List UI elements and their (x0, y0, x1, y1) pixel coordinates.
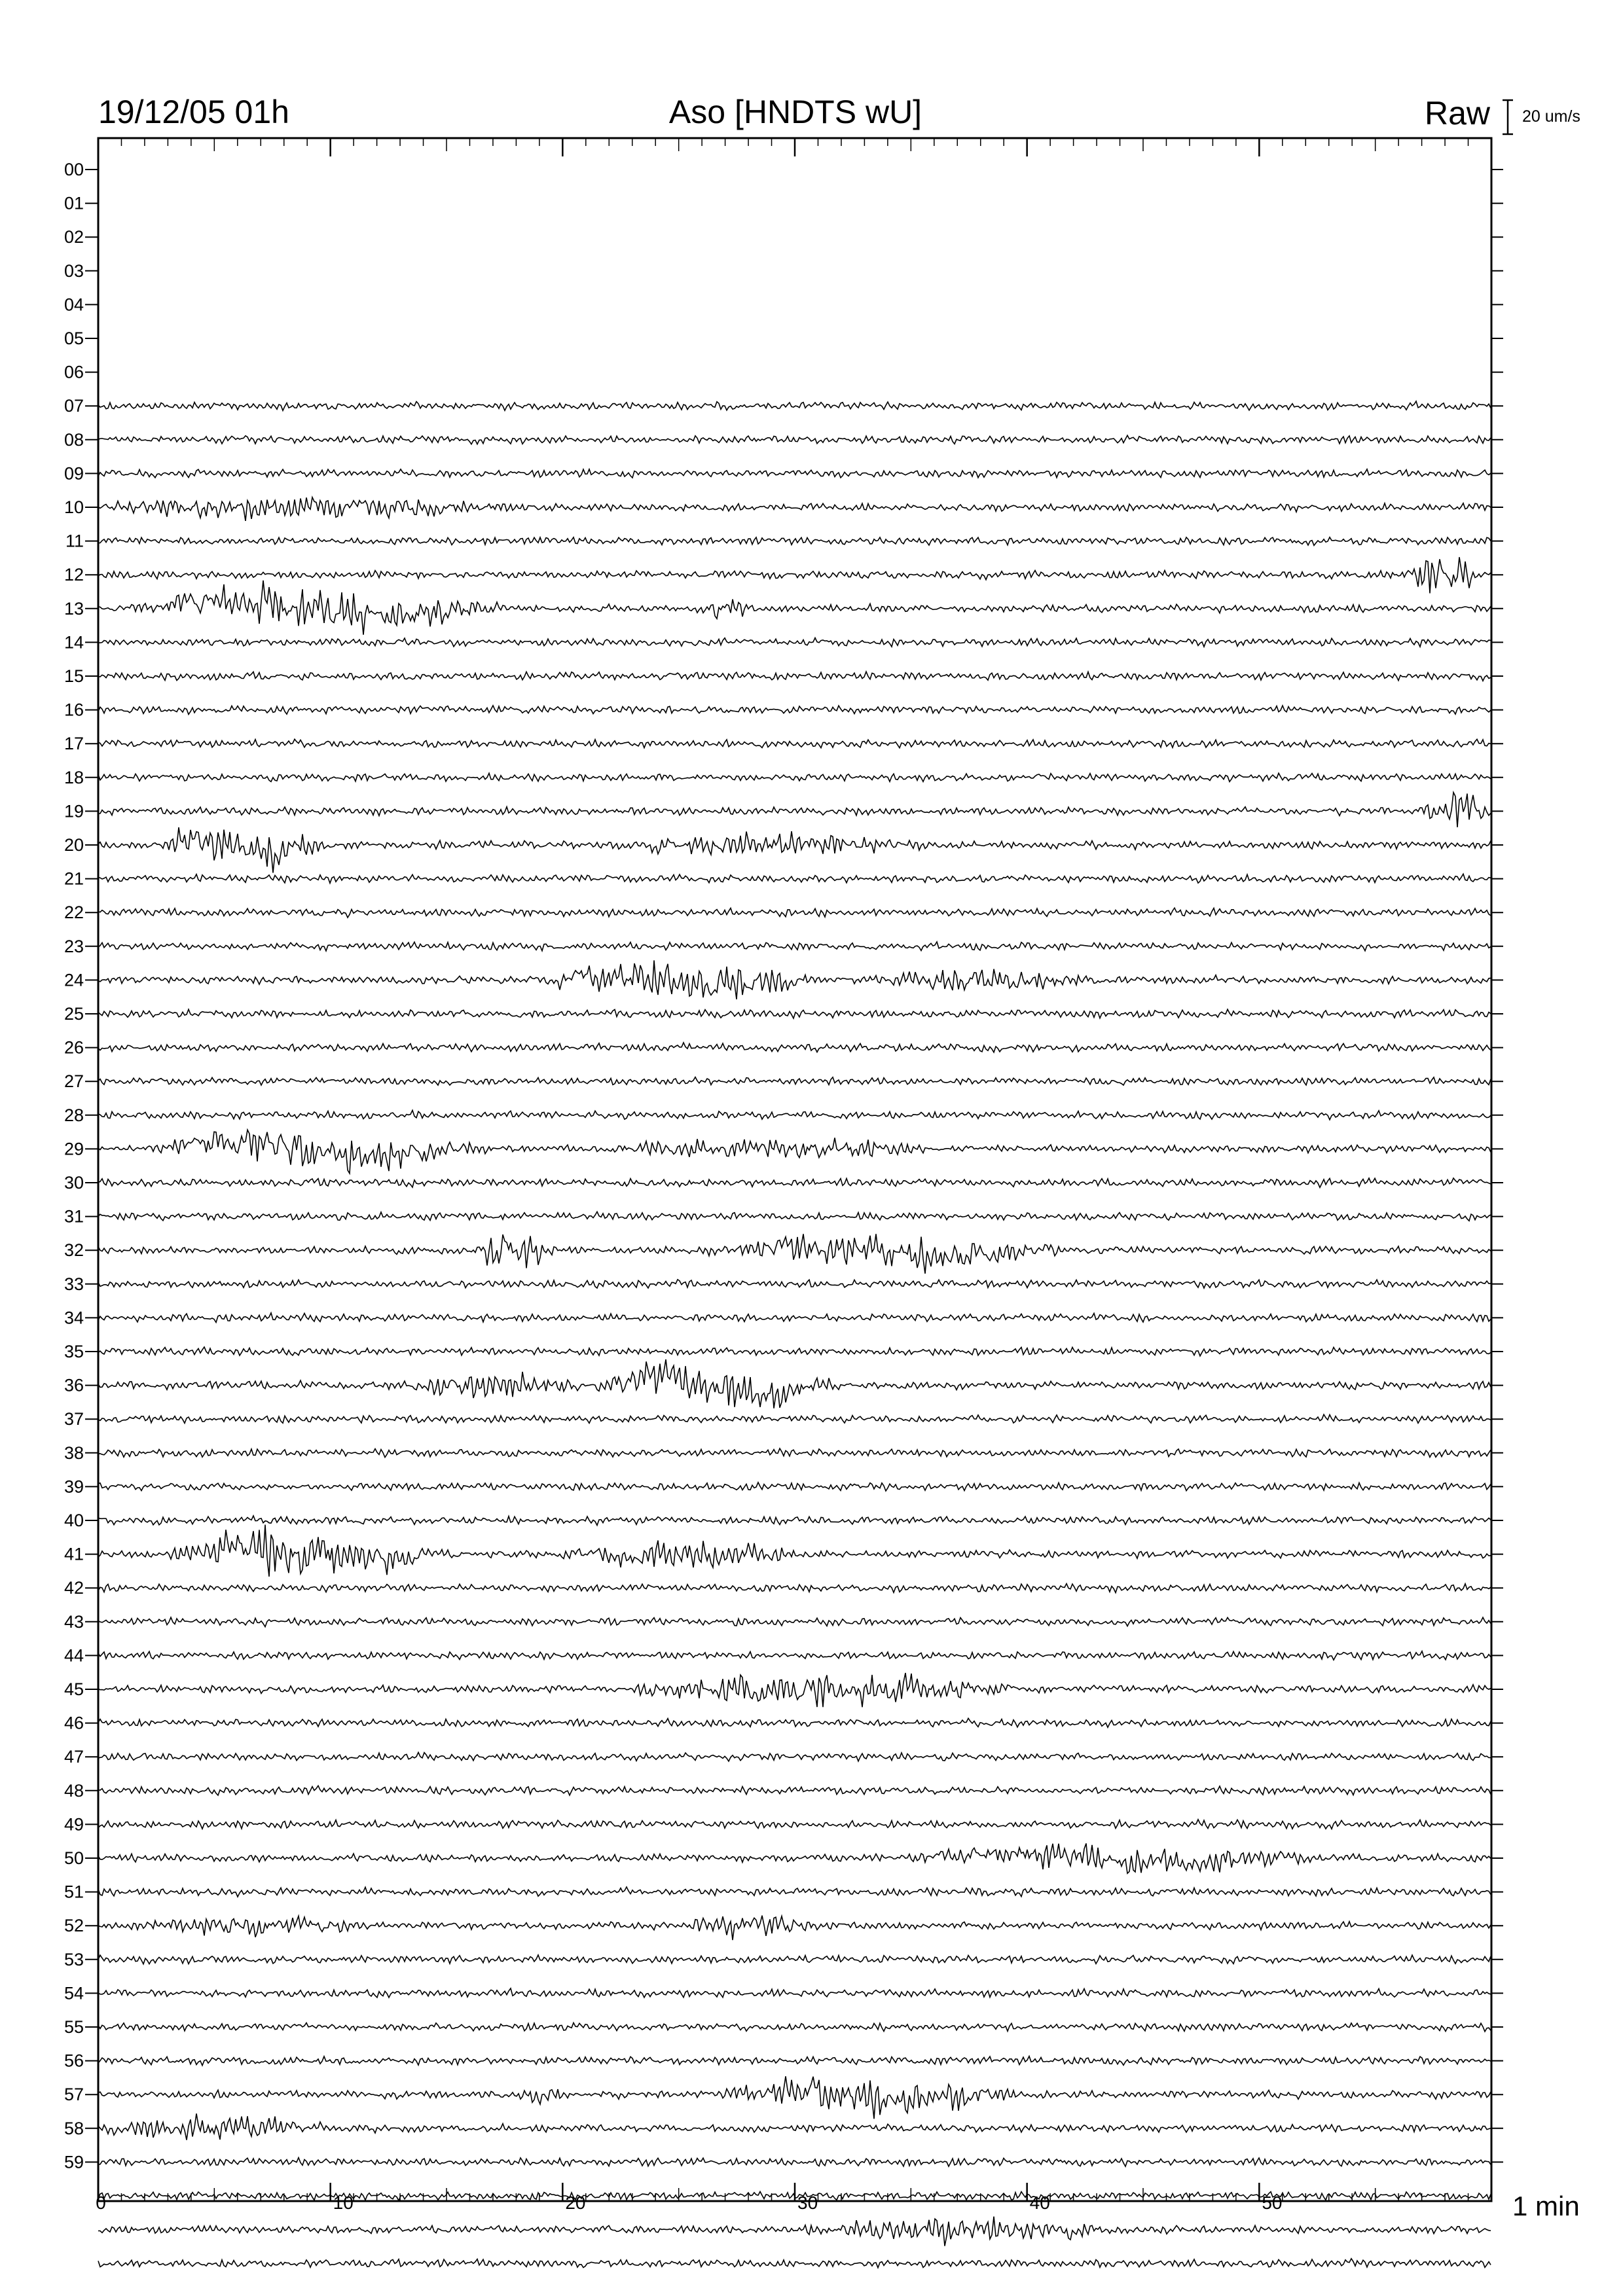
trace-row-47 (98, 1752, 1491, 1761)
row-label-17: 17 (64, 734, 84, 754)
row-label-40: 40 (64, 1511, 84, 1530)
trace-row-49 (98, 1820, 1491, 1829)
row-label-58: 58 (64, 2118, 84, 2138)
trace-row-35 (98, 1347, 1491, 1356)
trace-row-30 (98, 1178, 1491, 1187)
row-label-33: 33 (64, 1274, 84, 1294)
row-label-46: 46 (64, 1713, 84, 1733)
row-label-43: 43 (64, 1611, 84, 1632)
x-tick-label-20: 20 (565, 2193, 586, 2213)
trace-row-37 (98, 1414, 1491, 1423)
trace-row-20 (98, 827, 1491, 873)
trace-row-42 (98, 1584, 1491, 1593)
row-label-10: 10 (64, 497, 84, 517)
row-label-09: 09 (64, 463, 84, 484)
trace-row-22 (98, 908, 1491, 918)
row-label-19: 19 (64, 801, 84, 821)
trace-row-52 (98, 1916, 1491, 1941)
trace-row-19 (98, 793, 1491, 827)
row-label-39: 39 (64, 1477, 84, 1497)
trace-row-55 (98, 2023, 1491, 2032)
row-label-24: 24 (64, 970, 84, 990)
trace-row-12 (98, 557, 1491, 593)
trace-row-56 (98, 2056, 1491, 2066)
row-label-02: 02 (64, 227, 84, 247)
trace-row-51 (98, 1887, 1491, 1897)
trace-row-17 (98, 739, 1491, 747)
row-label-54: 54 (64, 1983, 84, 2003)
amplitude-scale-bar (1503, 100, 1513, 134)
row-label-42: 42 (64, 1578, 84, 1598)
x-tick-label-40: 40 (1029, 2193, 1050, 2213)
row-label-03: 03 (64, 260, 84, 281)
trace-row-27 (98, 1077, 1491, 1085)
row-label-16: 16 (64, 700, 84, 720)
x-tick-label-30: 30 (797, 2193, 818, 2213)
trace-row-7 (98, 401, 1491, 410)
trace-row-32 (98, 1234, 1491, 1274)
trace-row-61 (98, 2217, 1491, 2246)
row-label-38: 38 (64, 1443, 84, 1463)
trace-row-26 (98, 1043, 1491, 1052)
trace-row-25 (98, 1009, 1491, 1018)
header-station-title: Aso [HNDTS wU] (668, 94, 922, 130)
trace-row-62 (98, 2259, 1491, 2268)
row-label-14: 14 (64, 632, 84, 653)
row-label-07: 07 (64, 396, 84, 416)
x-tick-label-0: 0 (96, 2193, 106, 2213)
trace-row-38 (98, 1448, 1491, 1458)
row-label-05: 05 (64, 329, 84, 348)
row-label-23: 23 (64, 936, 84, 956)
row-label-11: 11 (65, 531, 84, 551)
row-label-12: 12 (64, 565, 84, 585)
trace-row-31 (98, 1211, 1491, 1221)
row-label-04: 04 (64, 295, 84, 315)
trace-row-39 (98, 1482, 1491, 1491)
row-label-51: 51 (64, 1882, 84, 1902)
trace-row-40 (98, 1516, 1491, 1526)
row-label-18: 18 (64, 767, 84, 787)
trace-row-10 (98, 497, 1491, 521)
trace-row-15 (98, 672, 1491, 681)
trace-row-14 (98, 638, 1491, 647)
row-label-26: 26 (64, 1037, 84, 1058)
row-label-08: 08 (64, 429, 84, 450)
row-label-15: 15 (64, 666, 84, 686)
trace-row-50 (98, 1844, 1491, 1874)
trace-row-24 (98, 960, 1491, 999)
trace-row-33 (98, 1280, 1491, 1288)
trace-row-46 (98, 1718, 1491, 1727)
row-label-45: 45 (64, 1679, 84, 1699)
row-label-06: 06 (64, 362, 84, 382)
trace-row-18 (98, 773, 1491, 781)
trace-row-16 (98, 706, 1491, 715)
row-label-13: 13 (64, 598, 84, 619)
x-tick-label-50: 50 (1262, 2193, 1283, 2213)
row-label-20: 20 (64, 835, 84, 855)
row-label-01: 01 (64, 193, 84, 213)
row-label-53: 53 (64, 1949, 84, 1969)
row-label-00: 00 (64, 160, 84, 179)
row-label-59: 59 (64, 2152, 84, 2172)
trace-row-21 (98, 874, 1491, 883)
row-label-27: 27 (64, 1071, 84, 1092)
x-tick-label-10: 10 (333, 2193, 354, 2213)
trace-row-41 (98, 1525, 1491, 1577)
row-label-30: 30 (64, 1173, 84, 1193)
trace-row-23 (98, 942, 1491, 951)
trace-row-58 (98, 2113, 1491, 2140)
trace-row-11 (98, 537, 1491, 546)
row-label-29: 29 (64, 1139, 84, 1159)
header-mode: Raw (1424, 95, 1490, 132)
row-label-22: 22 (64, 903, 84, 923)
trace-row-59 (98, 2158, 1491, 2167)
trace-row-44 (98, 1651, 1491, 1660)
trace-row-43 (98, 1617, 1491, 1626)
row-label-34: 34 (64, 1308, 84, 1328)
row-label-57: 57 (64, 2085, 84, 2105)
trace-row-34 (98, 1313, 1491, 1323)
row-label-36: 36 (64, 1375, 84, 1395)
trace-row-29 (98, 1130, 1491, 1174)
trace-row-36 (98, 1359, 1491, 1408)
row-label-44: 44 (64, 1645, 84, 1666)
trace-row-9 (98, 469, 1491, 478)
amplitude-scale-label: 20 um/s (1522, 107, 1580, 126)
trace-row-48 (98, 1785, 1491, 1795)
row-label-37: 37 (64, 1409, 84, 1429)
row-label-21: 21 (64, 869, 84, 889)
x-axis-unit-label: 1 min (1512, 2191, 1580, 2221)
row-label-25: 25 (64, 1004, 84, 1024)
header-datetime: 19/12/05 01h (98, 94, 289, 130)
row-label-41: 41 (64, 1544, 84, 1564)
row-label-50: 50 (64, 1848, 84, 1868)
trace-row-53 (98, 1955, 1491, 1964)
trace-row-28 (98, 1110, 1491, 1119)
trace-row-57 (98, 2076, 1491, 2119)
trace-row-45 (98, 1673, 1491, 1707)
row-label-31: 31 (64, 1206, 84, 1227)
row-label-56: 56 (64, 2051, 84, 2071)
trace-row-13 (98, 581, 1491, 635)
row-label-32: 32 (64, 1240, 84, 1261)
row-label-49: 49 (64, 1814, 84, 1835)
row-label-48: 48 (64, 1780, 84, 1801)
row-label-55: 55 (64, 2017, 84, 2037)
row-label-52: 52 (64, 1916, 84, 1936)
row-label-35: 35 (64, 1342, 84, 1361)
row-label-47: 47 (64, 1747, 84, 1767)
trace-row-8 (98, 435, 1491, 444)
row-label-28: 28 (64, 1105, 84, 1125)
trace-row-54 (98, 1988, 1491, 1998)
